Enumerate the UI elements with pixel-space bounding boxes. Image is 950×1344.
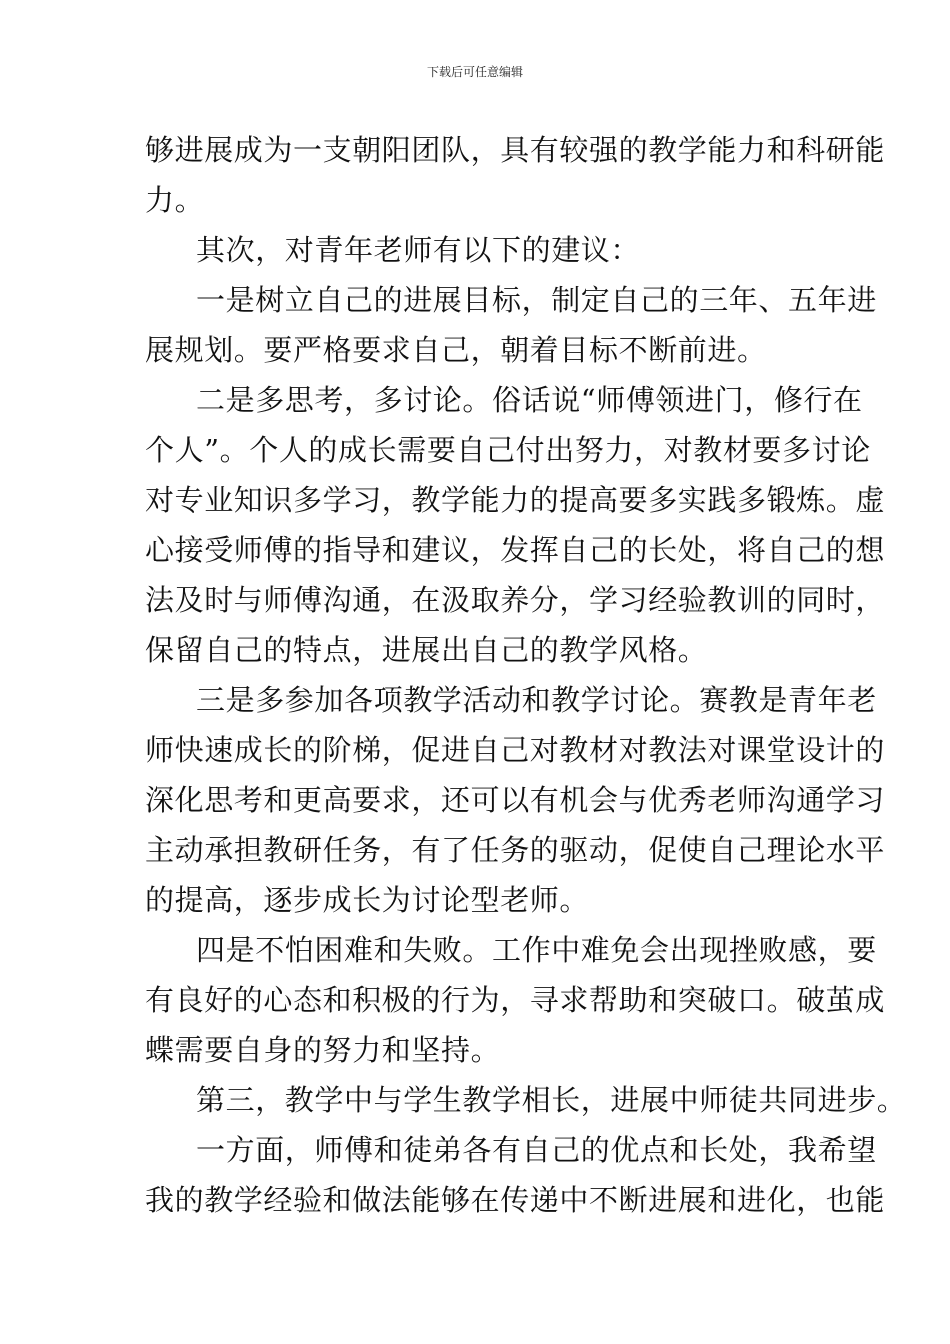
text-line: 心接受师傅的指导和建议，发挥自己的长处，将自己的想 (145, 533, 886, 567)
paragraph-start-line: 其次，对青年老师有以下的建议： (196, 233, 641, 267)
text-line: 蝶需要自身的努力和坚持。 (145, 1033, 501, 1067)
paragraph-start-line: 四是不怕困难和失败。工作中难免会出现挫败感，要 (196, 933, 877, 967)
paragraph-start-line: 一方面，师傅和徒弟各有自己的优点和长处，我希望 (196, 1133, 877, 1167)
paragraph-start-line: 三是多参加各项教学活动和教学讨论。赛教是青年老 (196, 683, 877, 717)
text-line: 深化思考和更高要求，还可以有机会与优秀老师沟通学习 (145, 783, 886, 817)
paragraph-start-line: 第三，教学中与学生教学相长，进展中师徒共同进步。 (196, 1083, 907, 1117)
page-header: 下载后可任意编辑 (426, 65, 523, 79)
text-line: 够进展成为一支朝阳团队，具有较强的教学能力和科研能 (145, 133, 886, 167)
text-line: 个人”。个人的成长需要自己付出努力，对教材要多讨论 (145, 433, 871, 467)
text-line: 主动承担教研任务，有了任务的驱动，促使自己理论水平 (145, 833, 886, 867)
paragraph-start-line: 二是多思考，多讨论。俗话说“师傅领进门，修行在 (196, 383, 863, 417)
text-line: 我的教学经验和做法能够在传递中不断进展和进化，也能 (145, 1183, 886, 1217)
paragraph-start-line: 一是树立自己的进展目标，制定自己的三年、五年进 (196, 283, 877, 317)
text-line: 展规划。要严格要求自己，朝着目标不断前进。 (145, 333, 767, 367)
text-line: 力。 (145, 183, 205, 217)
text-line: 法及时与师傅沟通，在汲取养分，学习经验教训的同时， (145, 583, 886, 617)
text-line: 保留自己的特点，进展出自己的教学风格。 (145, 633, 708, 667)
document-body (145, 125, 907, 1225)
text-line: 对专业知识多学习，教学能力的提高要多实践多锻炼。虚 (145, 483, 886, 517)
text-line: 有良好的心态和积极的行为，寻求帮助和突破口。破茧成 (145, 983, 886, 1017)
text-line: 师快速成长的阶梯，促进自己对教材对教法对课堂设计的 (145, 733, 886, 767)
text-line: 的提高，逐步成长为讨论型老师。 (145, 883, 590, 917)
